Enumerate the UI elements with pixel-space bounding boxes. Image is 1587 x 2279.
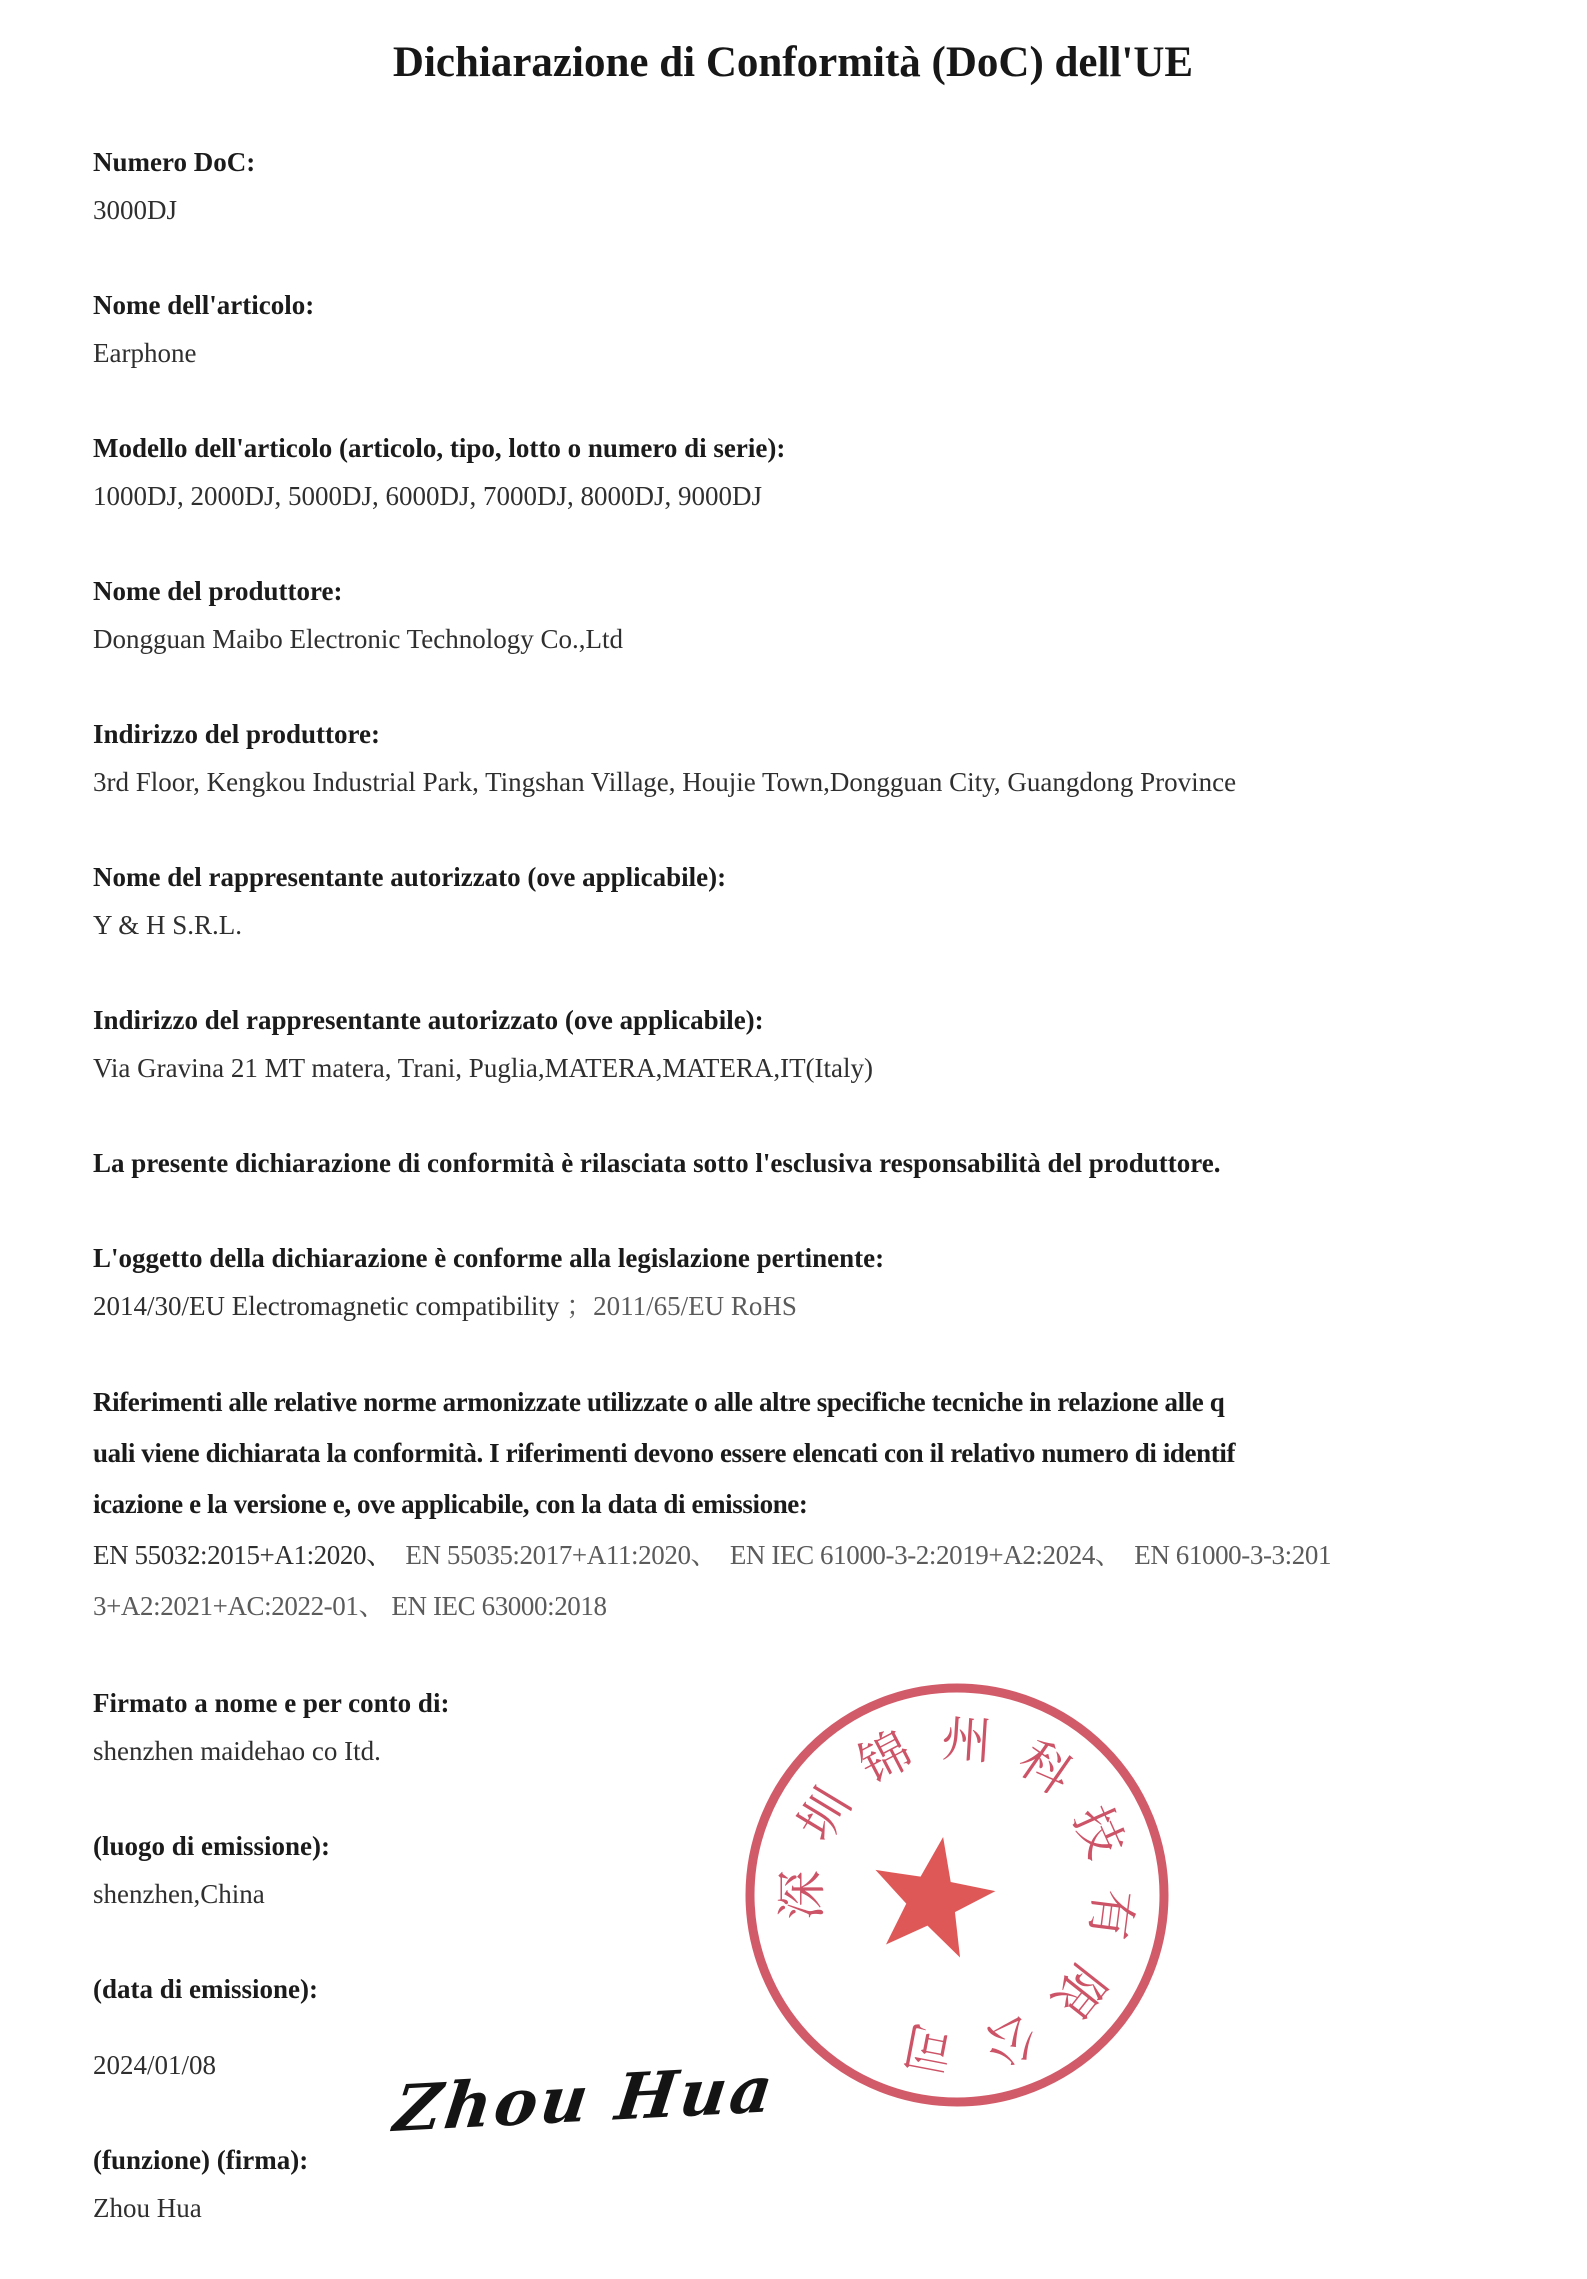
standards-value-line2: 3+A2:2021+AC:2022-01、 EN IEC 63000:2018 [93,1591,607,1621]
field-label: Modello dell'articolo (articolo, tipo, lotto o numero di serie): [93,433,786,463]
legislation-value-primary: 2014/30/EU Electromagnetic compatibility [93,1291,560,1321]
signed-value: shenzhen maidehao co Itd. [93,1736,381,1766]
stamp-char: 州 [939,1709,994,1771]
legislation-value-secondary: ；2011/65/EU RoHS [559,1291,797,1321]
standards-label-line3: icazione e la versione e, ove applicabile, con la data di emissione: [93,1489,808,1519]
field-nome-rappresentante [93,853,1493,949]
field-indirizzo-rappresentante [93,996,1493,1092]
field-value: Via Gravina 21 MT matera, Trani, Puglia,MATERA,MATERA,IT(Italy) [93,1053,874,1083]
standards-secondary: EN 55035:2017+A11:2020、 EN IEC 61000-3-2:2019+A2:2024、 EN 61000-3-3:201 [392,1540,1332,1570]
standards-label-line1: Riferimenti alle relative norme armonizzate utilizzate o alle altre specifiche tecniche in relazione alle q [93,1387,1225,1417]
standards-value-line1 [93,1530,1493,1581]
field-indirizzo-produttore [93,710,1493,806]
stamp-char: 司 [897,2014,958,2081]
stamp-char: 深 [773,1870,831,1920]
stamp-char: 限 [1040,1953,1117,2029]
field-value: Y & H S.R.L. [93,910,243,940]
field-label: Indirizzo del produttore: [93,719,380,749]
stamp-char: 技 [1061,1797,1136,1867]
field-nome-produttore [93,567,1493,663]
date-value: 2024/01/08 [93,2050,217,2080]
signer-printed-name: Zhou Hua [93,2193,202,2223]
place-label: (luogo di emissione): [93,1831,331,1861]
place-section [93,1822,1493,1918]
field-label: Numero DoC: [93,147,256,177]
field-modello-articolo [93,424,1493,520]
function-label: (funzione) (firma): [93,2145,309,2175]
date-label: (data di emissione): [93,1974,318,2004]
page-title: Dichiarazione di Conformità (DoC) dell'UE [392,39,1194,86]
signed-section [93,1679,1493,1775]
place-value: shenzhen,China [93,1879,265,1909]
legislation-label: L'oggetto della dichiarazione è conforme alla legislazione pertinente: [93,1243,885,1273]
field-value: 3000DJ [93,195,178,225]
field-value: Dongguan Maibo Electronic Technology Co.,Ltd [93,624,624,654]
field-value: 3rd Floor, Kengkou Industrial Park, Tingshan Village, Houjie Town,Dongguan City, Guangdong Province [93,767,1237,797]
field-numero-doc [93,138,1493,234]
field-label: Nome del rappresentante autorizzato (ove applicabile): [93,862,727,892]
legislation-value [93,1282,1493,1330]
standards-section [93,1377,1493,1632]
field-label: Nome del produttore: [93,576,343,606]
signed-label: Firmato a nome e per conto di: [93,1688,450,1718]
responsibility-statement [93,1139,1493,1187]
field-value: Earphone [93,338,197,368]
standards-label-line2: uali viene dichiarata la conformità. I riferimenti devono essere elencati con il relativo numero di identif [93,1438,1236,1468]
function-signature-section [93,2136,1493,2232]
date-label-section [93,1965,1493,2013]
stamp-char: 圳 [786,1778,863,1852]
legislation-section [93,1234,1493,1330]
date-value-section [93,2041,1493,2089]
stamp-char: 有 [1078,1885,1143,1943]
field-label: Nome dell'articolo: [93,290,315,320]
stamp-char: 科 [1008,1729,1083,1806]
stamp-char: 锦 [849,1720,921,1795]
field-nome-articolo [93,281,1493,377]
stamp-char: 公 [977,2004,1045,2077]
statement-text: La presente dichiarazione di conformità è rilasciata sotto l'esclusiva responsabilità del produttore. [93,1148,1221,1178]
handwritten-signature: Zhou Hua [390,2052,780,2147]
field-label: Indirizzo del rappresentante autorizzato (ove applicabile): [93,1005,764,1035]
standards-primary: EN 55032:2015+A1:2020、 [93,1540,393,1570]
field-value: 1000DJ, 2000DJ, 5000DJ, 6000DJ, 7000DJ, 8000DJ, 9000DJ [93,481,763,511]
